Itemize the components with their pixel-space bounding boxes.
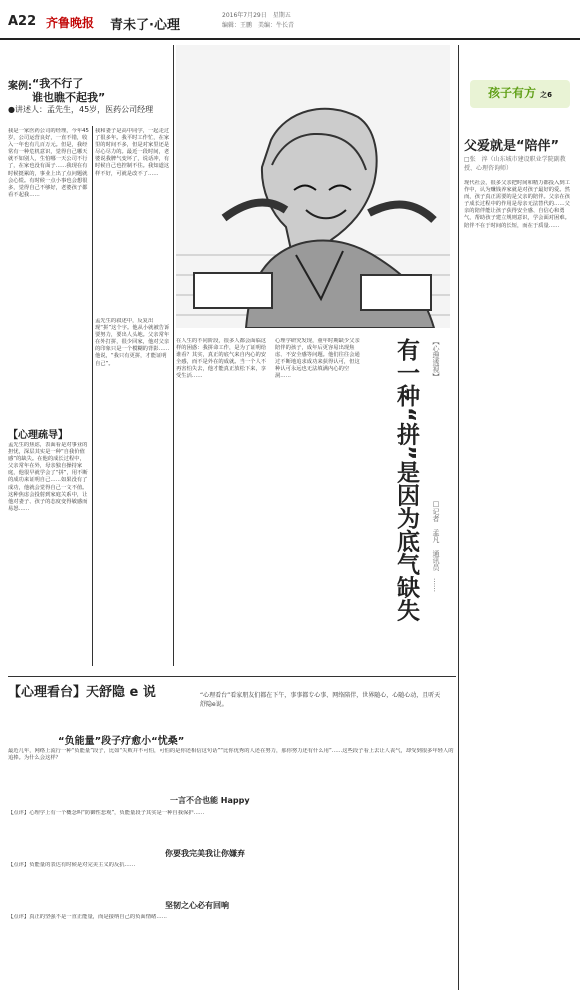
bottom-paragraph-2: 【点评】心理学上有一个概念叫“防御性悲观”，负能量段子其实是一种自我保护……: [8, 810, 205, 816]
right-divider: [458, 45, 459, 990]
right-author: □张 淬（山东城市建设职业学院副教授、心理咨询师）: [464, 156, 566, 172]
column-logo: [470, 80, 570, 108]
right-title: 父爱就是“陪伴”: [464, 139, 560, 154]
page-number: A22: [8, 14, 37, 29]
feature-title: 有一种“拼”是因为底气缺失: [393, 338, 419, 622]
middle-column-3: 心理学研究发现，童年时期缺少父亲陪伴的孩子，成年后更容易出现焦虑、不安全感等问题。他们往往会通过不断地追求成功来获得认可，但这种认可永远也无法填满内心的空洞……: [275, 338, 360, 380]
left-divider: [92, 126, 93, 666]
case-body-2: 我和妻子是高中同学，一起走过了很多年。我平时工作忙，在家里的时间不多，但是对家里还是尽心尽力的。最近一段时间，老婆说我脾气变坏了，说话冲，有时候自己也控制不住。我知道这样不好，可就是改不了……: [95, 128, 170, 177]
page-header: [0, 0, 580, 40]
feature-author: □记者 孟凡 通讯员 ……: [432, 500, 440, 592]
bottom-paragraph-4: 【点评】真正的坚强不是一直正能量，而是接纳自己的负面情绪……: [8, 914, 167, 920]
editor-line: 编辑：王鹏 美编：牛长青: [222, 22, 295, 29]
commentary-body: 孟先生的焦虑，表面看是对事业的担忧，深层其实是一种“自我价值感”的缺失。在他的成长过程中，父亲常年在外，母亲独自操持家庭，他很早就学会了“拼”，用不断的成功来证明自己……如果没有了成功，他就会觉得自己一文不值。这种焦虑会投射到家庭关系中，让他对妻子、孩子的态度变得敏感而易怒……: [8, 442, 88, 512]
commentary-title: 【心理疏导】: [8, 430, 68, 441]
date-line: 2016年7月29日 星期五: [222, 12, 291, 19]
right-column: [462, 80, 576, 990]
logo-subtitle: 之6: [540, 91, 553, 99]
newspaper-name: 齐鲁晚报: [46, 16, 95, 30]
bottom-paragraph-3: 【点评】负能量的表达有时候是对完美主义的反抗……: [8, 862, 136, 868]
case-kicker: 案例:: [8, 81, 32, 92]
header-meta: [222, 11, 294, 31]
section-title: 青未了·心理: [110, 18, 180, 33]
commentary-body-2: 孟先生的叙述中，反复出现“拼”这个字。他从小就被告诉要努力，要出人头地。父亲常年在外打拼，很少回家，他对父亲的印象只是一个模糊的背影……他说，“我只有更拼，才能证明自己”。: [95, 318, 170, 367]
bottom-subheading-1: 一言不合也能 Happy: [170, 796, 250, 805]
bottom-subheading-2: 你要我完美我让你嫌弃: [165, 849, 245, 858]
illustration: [176, 45, 450, 328]
right-body: 现代社会，很多父亲把时间和精力都投入到工作中，认为赚钱养家就是对孩子最好的爱。然而，孩子真正需要的是父亲的陪伴。父亲在孩子成长过程中的作用是母亲无法替代的……父亲的陪伴能让孩子获得安全感、自信心和勇气，帮助孩子建立规则意识，学会面对困难。陪伴不在于时间的长短，而在于质量……: [464, 180, 570, 229]
case-reporter: ●讲述人：孟先生，45岁，医药公司经理: [8, 105, 154, 114]
middle-column-2: 在人生的不同阶段，很多人都会面临这样的困惑：我拼命工作，是为了证明给谁看？其实，真正的底气来自内心的安全感，而不是外在的成就。当一个人不再害怕失去，他才能真正放松下来，享受生活……: [176, 338, 267, 380]
case-body-1: 我是一家医药公司的经理，今年45岁，公司运营良好，一直不错，收入一年也有几百万元。但是，我经常有一种危机意识，觉得自己哪天就不如别人，生怕哪一天公司不行了，在家也没有面子……我现在有时候挺累的，事业上出了点问题就会心慌。有时候一点小事也会想很多，觉得自己不够好，老婆孩子都看不起我……: [8, 128, 89, 198]
logo-text: 孩子有方: [487, 86, 536, 100]
worried-man-illustration: [176, 45, 450, 328]
bottom-subheading-3: 坚韧之心必有回响: [165, 901, 229, 910]
feature-label: 【心理透视】: [432, 338, 440, 380]
bottom-paragraph-1: 最近几年，网络上流行一种“负能量”段子，比如“失败并不可怕，可怕的是你还相信这句话”“比你优秀的人还在努力，那你努力还有什么用”……这些段子看上去让人丧气，却受到很多年轻人的追捧。为什么会这样？: [8, 748, 454, 762]
bottom-section-title: 【心理看台】天舒隐 e 说: [8, 685, 156, 700]
bottom-main-heading: “负能量”段子疗愈小“忧桑”: [58, 736, 185, 747]
bottom-divider: [8, 676, 456, 677]
middle-divider: [173, 45, 174, 666]
bottom-quote: “心理看台”看家朋友们都在下午，事事都专心事、网络陪伴，世界随心，心随心动，且听天舒隐e说。: [200, 692, 441, 708]
case-headline: “我不行了 谁也瞧不起我”: [32, 77, 106, 104]
